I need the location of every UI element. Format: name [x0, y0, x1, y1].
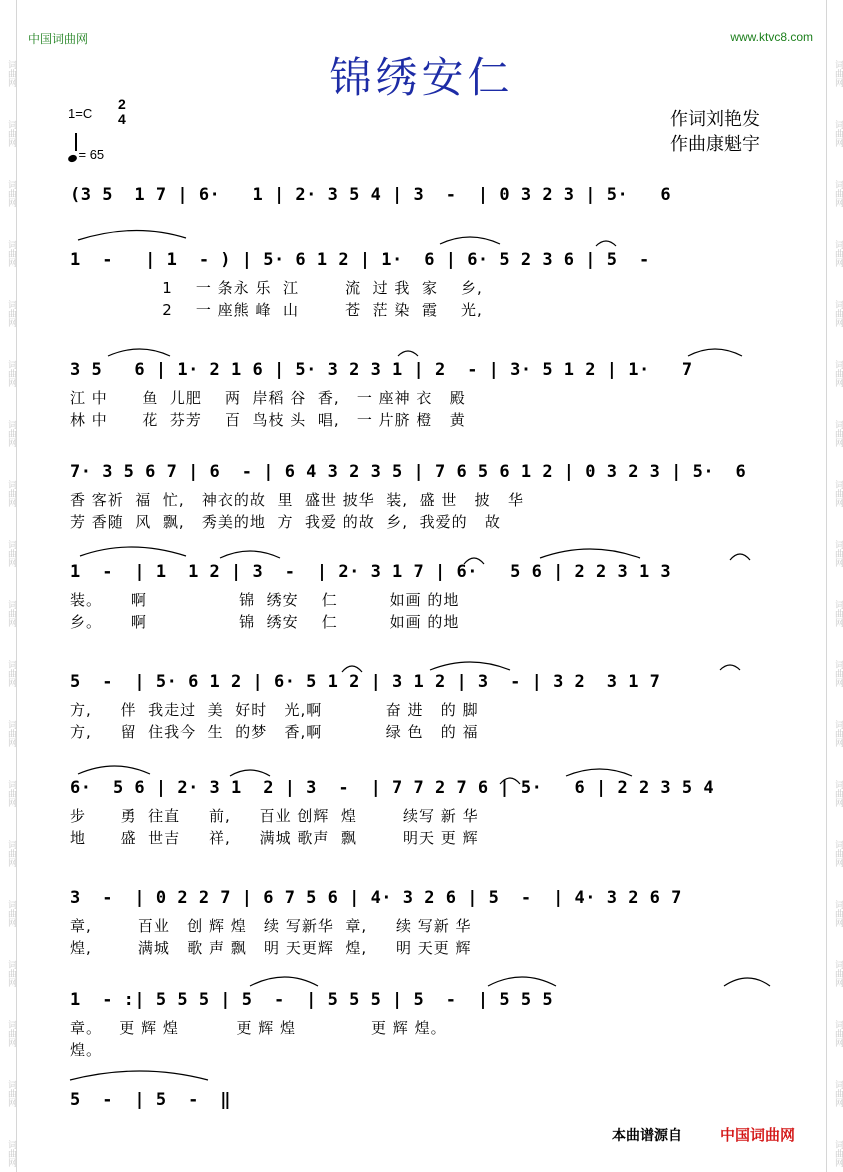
watermark-text: 词曲网	[6, 120, 16, 147]
song-title: 锦绣安仁	[329, 53, 514, 102]
notation-line: 7· 3 5 6 7 | 6 - | 6 4 3 2 3 5 | 7 6 5 6 1 2 | 0 3 2 3 | 5· 6	[70, 462, 747, 482]
watermark-text: 词曲网	[6, 360, 16, 387]
lyric-verse-1: 章, 百业 创 辉 煌 续 写新华 章, 续 写新 华	[70, 917, 472, 935]
slur-arc	[80, 547, 186, 556]
slur-arc	[488, 977, 556, 986]
slur-arc	[78, 230, 186, 240]
time-signature-bottom: 4	[118, 111, 126, 127]
slur-arc	[108, 349, 170, 356]
watermark-text: 词曲网	[6, 240, 16, 267]
slur-arc	[596, 241, 616, 246]
watermark-text: 词曲网	[6, 420, 16, 447]
tempo-value: = 65	[78, 147, 105, 162]
watermark-text: 词曲网	[833, 300, 843, 327]
watermark-text: 词曲网	[6, 1020, 16, 1047]
notation-line: 5 - | 5· 6 1 2 | 6· 5 1 2 | 3 1 2 | 3 - | 3 2 3 1 7	[70, 672, 661, 692]
slur-arc	[78, 766, 150, 774]
watermark-text: 词曲网	[833, 1020, 843, 1047]
footer-brand: 中国词曲网	[720, 1126, 796, 1144]
slur-arc	[250, 977, 318, 986]
watermark-text: 词曲网	[833, 1080, 843, 1107]
lyric-verse-2: 2 一 座熊 峰 山 苍 茫 染 霞 光,	[70, 301, 483, 319]
right-margin-strip	[826, 0, 843, 1172]
notation-line: 3 5 6 | 1· 2 1 6 | 5· 3 2 3 1 | 2 - | 3· 5 1 2 | 1· 7	[70, 360, 693, 380]
lyric-verse-1: 步 勇 往直 前, 百业 创辉 煌 续写 新 华	[70, 807, 479, 825]
watermark-text: 词曲网	[6, 600, 16, 627]
watermark-text: 词曲网	[833, 840, 843, 867]
lyric-verse-1: 章。 更 辉 煌 更 辉 煌 更 辉 煌。	[70, 1019, 447, 1037]
slur-arc	[724, 978, 770, 986]
watermark-text: 词曲网	[6, 1080, 16, 1107]
notation-line: 1 - | 1 1 2 | 3 - | 2· 3 1 7 | 6· 5 6 | 2 2 3 1 3	[70, 562, 672, 582]
left-margin-strip	[0, 0, 17, 1172]
slur-arc	[70, 1071, 208, 1080]
notation-line: 1 - :| 5 5 5 | 5 - | 5 5 5 | 5 - | 5 5 5	[70, 990, 554, 1010]
slur-arc	[566, 769, 632, 776]
watermark-text: 词曲网	[6, 1140, 16, 1167]
watermark-text: 词曲网	[6, 660, 16, 687]
watermark-text: 词曲网	[6, 780, 16, 807]
watermark-text: 词曲网	[833, 120, 843, 147]
watermark-text: 词曲网	[6, 480, 16, 507]
watermark-text: 词曲网	[833, 900, 843, 927]
lyricist: 作词刘艳发	[670, 109, 760, 130]
watermark-text: 词曲网	[6, 720, 16, 747]
watermark-text: 词曲网	[6, 900, 16, 927]
watermark-text: 词曲网	[833, 600, 843, 627]
slur-arc	[440, 237, 500, 244]
notation-line: (3 5 1 7 | 6· 1 | 2· 3 5 4 | 3 - | 0 3 2 3 | 5· 6	[70, 185, 672, 205]
lyric-verse-2: 芳 香随 风 飘, 秀美的地 方 我爱 的故 乡, 我爱的 故	[70, 513, 501, 531]
watermark-text: 词曲网	[833, 240, 843, 267]
watermark-text: 词曲网	[833, 60, 843, 87]
lyric-verse-2: 林 中 花 芬芳 百 鸟枝 头 唱, 一 片脐 橙 黄	[70, 411, 466, 429]
lyric-verse-1: 香 客祈 福 忙, 神衣的故 里 盛世 披华 装, 盛 世 披 华	[70, 491, 524, 509]
lyric-verse-2: 地 盛 世吉 祥, 满城 歌声 飘 明天 更 辉	[70, 829, 479, 847]
site-url-header: www.ktvc8.com	[730, 30, 813, 44]
watermark-text: 词曲网	[833, 480, 843, 507]
watermark-text: 词曲网	[833, 420, 843, 447]
watermark-text: 词曲网	[6, 960, 16, 987]
watermark-text: 词曲网	[833, 1140, 843, 1167]
lyric-verse-1: 1 一 条永 乐 江 流 过 我 家 乡,	[70, 279, 483, 297]
note-stem	[75, 133, 77, 151]
slur-arc	[540, 549, 640, 558]
watermark-text: 词曲网	[6, 60, 16, 87]
watermark-text: 词曲网	[6, 300, 16, 327]
key-signature: 1=C	[68, 106, 93, 121]
lyric-verse-1: 江 中 鱼 儿肥 两 岸稻 谷 香, 一 座神 衣 殿	[70, 389, 466, 407]
watermark-text: 词曲网	[833, 540, 843, 567]
notation-line: 6· 5 6 | 2· 3 1 2 | 3 - | 7 7 2 7 6 | 5· 6 | 2 2 3 5 4	[70, 778, 715, 798]
slur-arc	[730, 554, 750, 560]
watermark-text: 词曲网	[6, 540, 16, 567]
song-credits	[670, 107, 760, 157]
watermark-text: 词曲网	[833, 660, 843, 687]
time-signature	[118, 97, 126, 127]
notation-line: 5 - | 5 - ‖	[70, 1090, 232, 1110]
watermark-text: 词曲网	[6, 180, 16, 207]
tempo-marking	[68, 141, 104, 162]
lyric-verse-1: 方, 伴 我走过 美 好时 光,啊 奋 进 的 脚	[70, 701, 479, 719]
slur-arc	[230, 770, 270, 776]
composer: 作曲康魁宇	[670, 134, 760, 155]
footer-source-label: 本曲谱源自	[612, 1128, 682, 1144]
watermark-text: 词曲网	[833, 720, 843, 747]
lyric-verse-2: 方, 留 住我今 生 的梦 香,啊 绿 色 的 福	[70, 723, 479, 741]
lyric-verse-2: 煌, 满城 歌 声 飘 明 天更辉 煌, 明 天更 辉	[70, 939, 472, 957]
watermark-text: 词曲网	[833, 960, 843, 987]
lyric-verse-2: 煌。	[70, 1041, 103, 1059]
watermark-text: 词曲网	[833, 180, 843, 207]
quarter-note-icon	[67, 154, 78, 164]
time-signature-top: 2	[118, 96, 126, 112]
notation-line: 1 - | 1 - ) | 5· 6 1 2 | 1· 6 | 6· 5 2 3 6 | 5 -	[70, 250, 661, 270]
slur-arc	[688, 349, 742, 356]
lyric-verse-2: 乡。 啊 锦 绣安 仁 如画 的地	[70, 613, 460, 631]
watermark-text: 词曲网	[833, 780, 843, 807]
lyric-verse-1: 装。 啊 锦 绣安 仁 如画 的地	[70, 591, 460, 609]
slur-arc	[398, 351, 418, 356]
watermark-text: 词曲网	[6, 840, 16, 867]
slur-arc	[720, 665, 740, 670]
slur-arc	[220, 551, 280, 558]
slur-arc	[430, 662, 510, 670]
site-name-header: 中国词曲网	[28, 32, 89, 46]
notation-line: 3 - | 0 2 2 7 | 6 7 5 6 | 4· 3 2 6 | 5 - | 4· 3 2 6 7	[70, 888, 682, 908]
watermark-text: 词曲网	[833, 360, 843, 387]
